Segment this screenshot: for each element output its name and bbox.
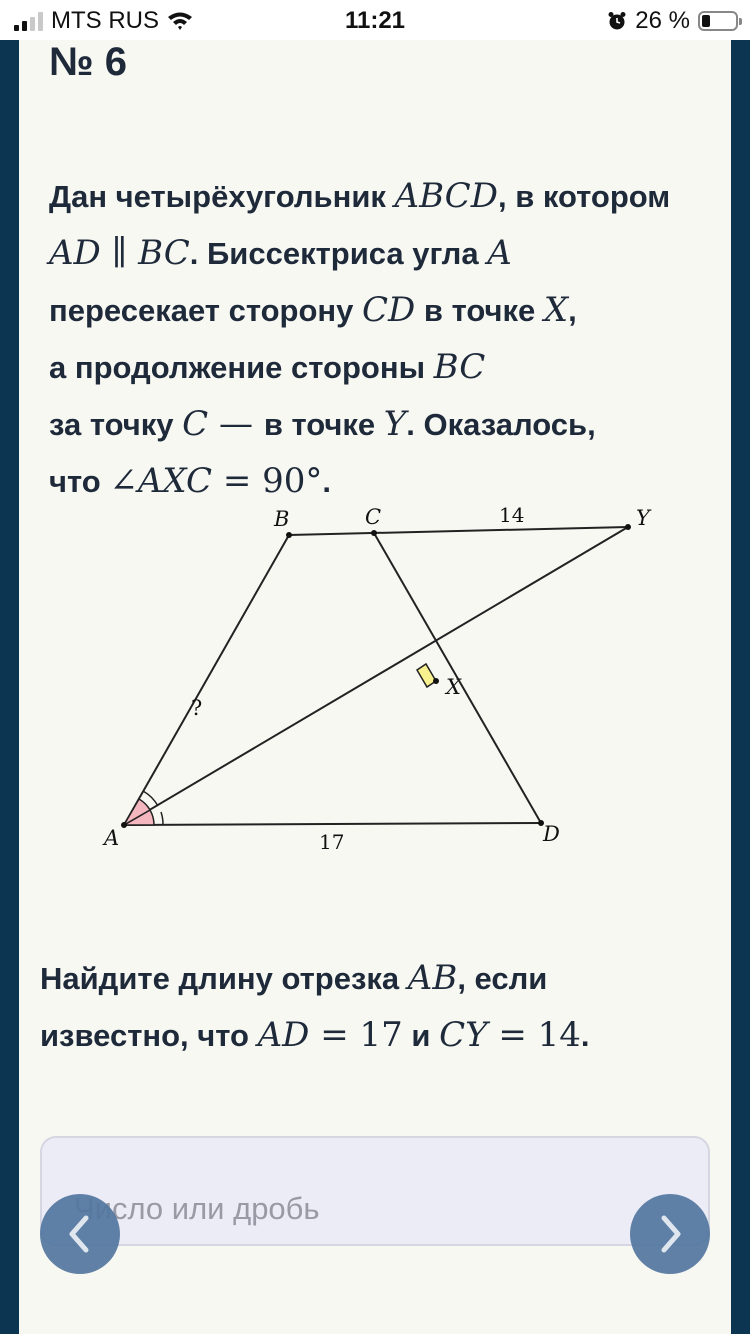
text: пересекает сторону [49,293,362,328]
task-card [19,40,731,1334]
label-d: D [543,822,560,846]
statement-line [49,396,709,453]
answer-input[interactable] [40,1136,710,1246]
text: Дан четырёхугольник [49,179,395,214]
label-cy-length: 14 [499,503,525,527]
math-point: A [487,233,512,273]
label-ab-unknown: ? [191,696,203,720]
statement-line [49,339,709,396]
math-parallel: ∥ [100,233,139,273]
math-point: C [182,404,209,444]
text: . Оказалось, [406,407,596,442]
label-ad-length: 17 [319,830,345,854]
status-right [607,7,738,35]
carrier-name: MTS RUS [51,7,159,34]
clock: 11:21 [344,7,406,34]
text: известно, что [40,1018,258,1053]
math-point: Y [383,404,407,444]
text: . [322,464,332,499]
math-value: = 14 [487,1015,581,1055]
text: что [49,464,110,499]
point-x [433,678,439,684]
question-line [40,1007,720,1064]
text: , в котором [497,179,671,214]
label-x: X [446,675,461,699]
side-ad [124,823,541,825]
bisector-ay [124,527,628,825]
point-c [371,530,377,536]
problem-statement [49,168,709,510]
label-b: B [274,507,290,531]
math-quadrilateral: ABCD [394,176,498,216]
math-segment: CD [362,290,416,330]
point-b [286,532,292,538]
chevron-left-icon [63,1214,97,1254]
math-value: = 90° [212,461,323,501]
text: за точку [49,407,183,442]
math-point: X [543,290,569,330]
math-angle: AXC [137,461,213,501]
math-segment: AD [257,1015,310,1055]
math-segment: CY [439,1015,488,1055]
text: . [580,1018,590,1053]
question-text [40,950,720,1064]
text: Найдите длину отрезка [40,961,408,996]
battery-icon [698,11,738,31]
statement-line [49,225,709,282]
text: в точке [263,407,384,442]
math-dash: — [208,404,264,444]
statement-line [49,282,709,339]
battery-percent: 26 % [635,7,690,34]
label-a: A [104,826,120,850]
point-a [121,822,127,828]
segment-by [289,527,628,535]
math-angle-symbol: ∠ [109,461,138,501]
math-value: = 17 [309,1015,403,1055]
side-ab [124,535,289,825]
math-segment: AB [407,958,458,998]
prev-button[interactable] [40,1194,120,1274]
text: в точке [415,293,544,328]
math-segment: BC [138,233,190,273]
battery-level [702,15,710,27]
text: а продолжение стороны [49,350,434,385]
geometry-figure [79,502,679,862]
text: . Биссектриса угла [189,236,488,271]
text: , если [457,961,548,996]
chevron-right-icon [653,1214,687,1254]
angle-arc-a2 [161,812,163,825]
label-c: C [365,505,382,529]
question-line [40,950,720,1007]
label-y: Y [636,506,650,530]
right-angle-mark [417,664,436,687]
math-segment: AD [49,233,101,273]
status-bar [0,0,750,40]
alarm-icon [607,11,627,31]
problem-number: № 6 [49,40,127,84]
text: , [568,293,577,328]
point-y [625,524,631,530]
statement-line [49,168,709,225]
text: и [402,1018,440,1053]
math-segment: BC [433,347,486,387]
next-button[interactable] [630,1194,710,1274]
